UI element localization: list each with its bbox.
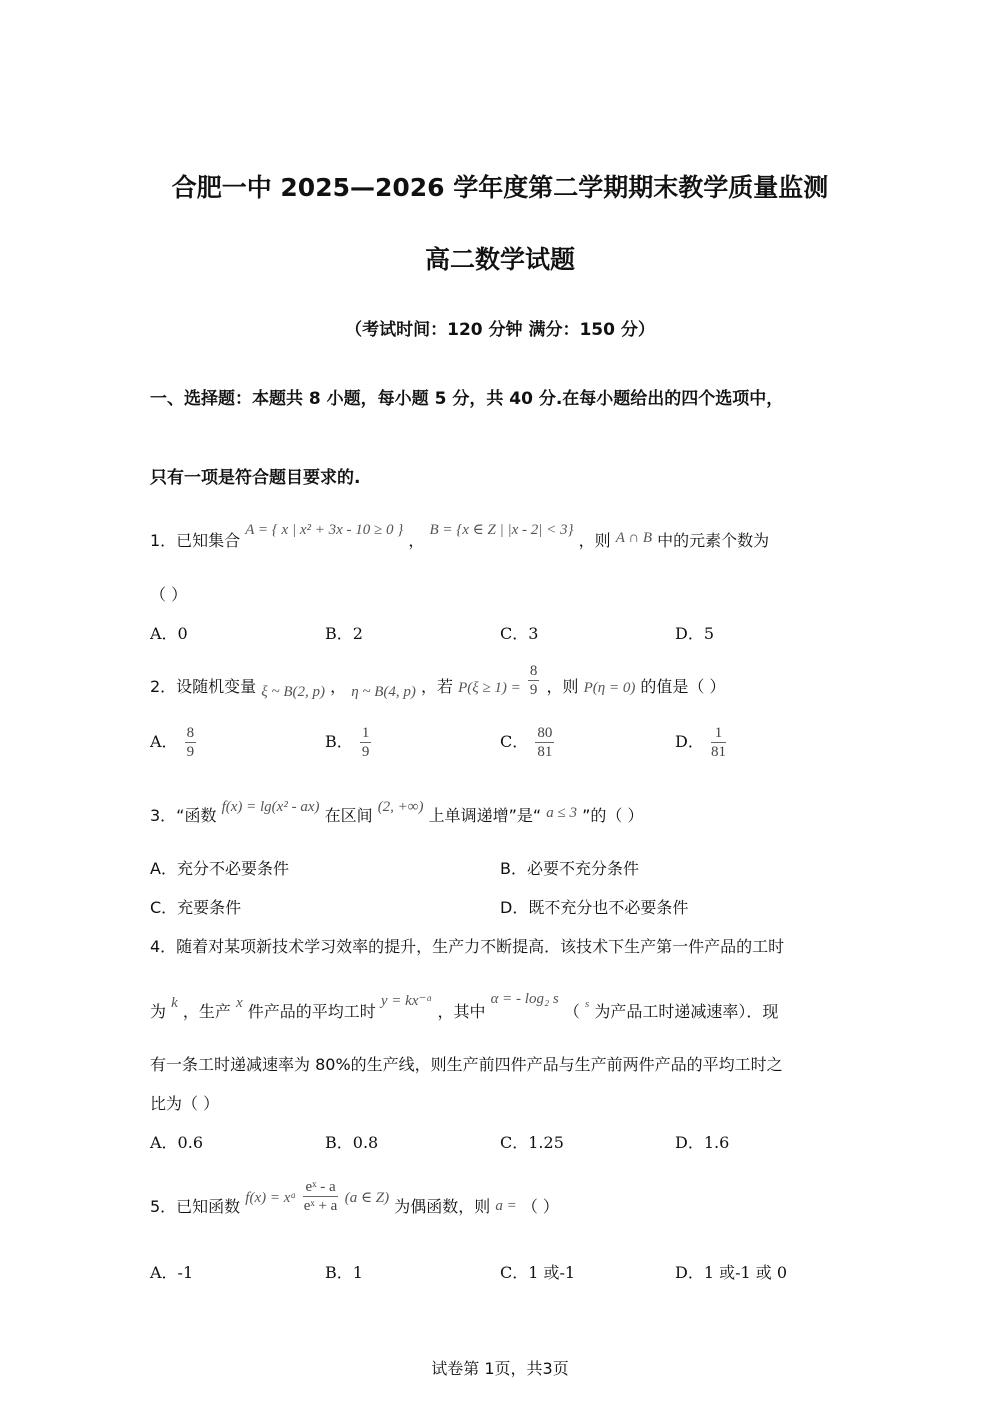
q3-mid: 在区间 — [324, 806, 373, 825]
q5-function-lhs: f(x) = xᵃ — [245, 1190, 297, 1206]
exam-subtitle: 高二数学试题 — [424, 245, 575, 274]
q2-option-c-label: C． — [500, 732, 529, 751]
q4-option-d: D．1.6 — [675, 1133, 730, 1152]
q5-prefix: 5．已知函数 — [150, 1197, 241, 1216]
q2-option-a-label: A． — [150, 732, 178, 751]
q1-option-d: D．5 — [675, 624, 715, 643]
q2-option-d-fraction — [711, 724, 726, 761]
q1-set-b: B = {x ∈ Z | |x - 2| < 3} — [429, 522, 574, 538]
q4-text-d: ，其中 — [437, 1002, 486, 1021]
q2-xi: ξ ~ B(2, p) — [261, 684, 325, 700]
q2-condition-fraction — [528, 662, 540, 699]
q4-text-b: ，生产 — [182, 1002, 231, 1021]
q5-function-fraction — [303, 1178, 337, 1215]
q2-suffix: 的值是（ ） — [640, 677, 726, 696]
q2-condition: P(ξ ≥ 1) = — [458, 680, 521, 696]
q1-comma: ， — [408, 531, 425, 550]
q3-prefix: 3．“函数 — [150, 806, 217, 825]
q4-line-4: 比为（ ） — [150, 1094, 220, 1113]
q5-fraction-numerator: eˣ - a — [305, 1179, 336, 1195]
question-3 — [150, 799, 644, 826]
q2-option-c — [500, 724, 556, 761]
q5-option-a: A．-1 — [150, 1263, 194, 1282]
q2-fraction-denominator: 9 — [529, 682, 538, 698]
q4-line-1: 4．随着对某项新技术学习效率的提升，生产力不断提高．该技术下生产第一件产品的工时 — [150, 937, 785, 956]
q4-option-a: A．0.6 — [150, 1133, 204, 1152]
q1-prefix: 1．已知集合 — [150, 531, 241, 550]
q2-option-b-den: 9 — [361, 744, 370, 760]
q2-eta: η ~ B(4, p) — [351, 684, 416, 700]
q5-mid: 为偶函数，则 — [394, 1197, 491, 1216]
q3-option-a — [150, 856, 289, 879]
q2-fraction-numerator: 8 — [529, 663, 538, 679]
q3-option-d-text: D．既不充分也不必要条件 — [500, 898, 689, 917]
q5-function-rhs: (a ∈ Z) — [344, 1190, 390, 1206]
q2-option-b-fraction — [360, 724, 372, 761]
q2-option-b — [325, 724, 373, 761]
q2-option-d — [675, 724, 728, 761]
q1-option-c: C．3 — [500, 624, 539, 643]
q3-interval: (2, +∞) — [377, 799, 424, 815]
q1-option-a: A．0 — [150, 624, 188, 643]
q4-k: k — [171, 995, 178, 1011]
q3-option-d — [500, 895, 688, 918]
question-2 — [150, 663, 726, 700]
question-1 — [150, 522, 770, 551]
q4-text-c: 件产品的平均工时 — [247, 1002, 376, 1021]
q1-suffix: 中的元素个数为 — [657, 531, 770, 550]
q2-option-a-fraction — [185, 724, 197, 761]
q1-expr: A ∩ B — [615, 530, 653, 546]
q2-option-a-den: 9 — [186, 744, 195, 760]
q4-text-f: 为产品工时递减速率）．现 — [594, 1002, 779, 1021]
q4-text-a: 为 — [150, 1002, 167, 1021]
q4-alpha: α = - log₂ s — [490, 991, 559, 1007]
q4-s: s — [584, 998, 590, 1010]
q3-mid2: 上单调递增”是“ — [428, 806, 542, 825]
q2-ask: P(η = 0) — [583, 680, 636, 696]
page-footer: 试卷第 1页，共3页 — [431, 1359, 569, 1378]
q5-suffix: （ ） — [521, 1197, 559, 1216]
q3-option-b-text: B．必要不充分条件 — [500, 859, 639, 878]
q2-option-c-den: 81 — [537, 744, 553, 760]
q3-function: f(x) = lg(x² - ax) — [221, 799, 320, 815]
q4-option-b: B．0.8 — [325, 1133, 379, 1152]
q3-option-c-text: C．充要条件 — [150, 898, 242, 917]
q2-prefix: 2．设随机变量 — [150, 677, 257, 696]
q5-option-d: D．1 或-1 或 0 — [675, 1263, 788, 1282]
q1-option-b: B．2 — [325, 624, 363, 643]
q3-condition: a ≤ 3 — [546, 805, 578, 821]
q4-formula: y = kx⁻ᵅ — [380, 993, 433, 1009]
q2-option-d-den: 81 — [710, 744, 726, 760]
q2-option-b-num: 1 — [361, 725, 370, 741]
q5-option-b: B．1 — [325, 1263, 363, 1282]
q4-line-3: 有一条工时递减速率为 80%的生产线，则生产前四件产品与生产前两件产品的平均工时之 — [150, 1055, 783, 1074]
q1-answer-paren: （ ） — [150, 585, 188, 604]
q3-option-a-text: A．充分不必要条件 — [150, 859, 289, 878]
q2-mid2: ，则 — [546, 677, 579, 696]
exam-info: （考试时间：120 分钟 满分：150 分） — [345, 320, 655, 340]
q4-x: x — [235, 995, 243, 1011]
q4-text-e: （ — [563, 1002, 580, 1021]
exam-title: 合肥一中 2025—2026 学年度第二学期期末教学质量监测 — [171, 173, 829, 202]
q5-ask: a = — [495, 1198, 517, 1214]
q2-comma: ， — [330, 677, 347, 696]
q5-option-c: C．1 或-1 — [500, 1263, 576, 1282]
q3-option-c — [150, 895, 241, 918]
q4-line-2 — [150, 991, 779, 1022]
q1-set-a: A = { x | x² + 3x - 10 ≥ 0 } — [245, 522, 404, 538]
q2-option-d-label: D． — [675, 732, 704, 751]
q2-option-c-num: 80 — [537, 725, 553, 741]
q5-fraction-denominator: eˣ + a — [303, 1198, 338, 1214]
q3-suffix: ”的（ ） — [582, 806, 644, 825]
q4-option-c: C．1.25 — [500, 1133, 564, 1152]
q2-option-b-label: B． — [325, 732, 353, 751]
q1-mid: ，则 — [578, 531, 611, 550]
section-heading-line1: 一、选择题：本题共 8 小题，每小题 5 分，共 40 分.在每小题给出的四个选项中， — [150, 389, 784, 409]
q2-option-a — [150, 724, 198, 761]
q2-option-a-num: 8 — [186, 725, 195, 741]
q2-option-c-fraction — [535, 724, 554, 761]
section-heading-line2: 只有一项是符合题目要求的. — [150, 468, 361, 488]
q3-option-b — [500, 856, 639, 879]
question-5 — [150, 1179, 559, 1217]
q2-option-d-num: 1 — [711, 724, 726, 743]
q2-mid: ，若 — [421, 677, 454, 696]
